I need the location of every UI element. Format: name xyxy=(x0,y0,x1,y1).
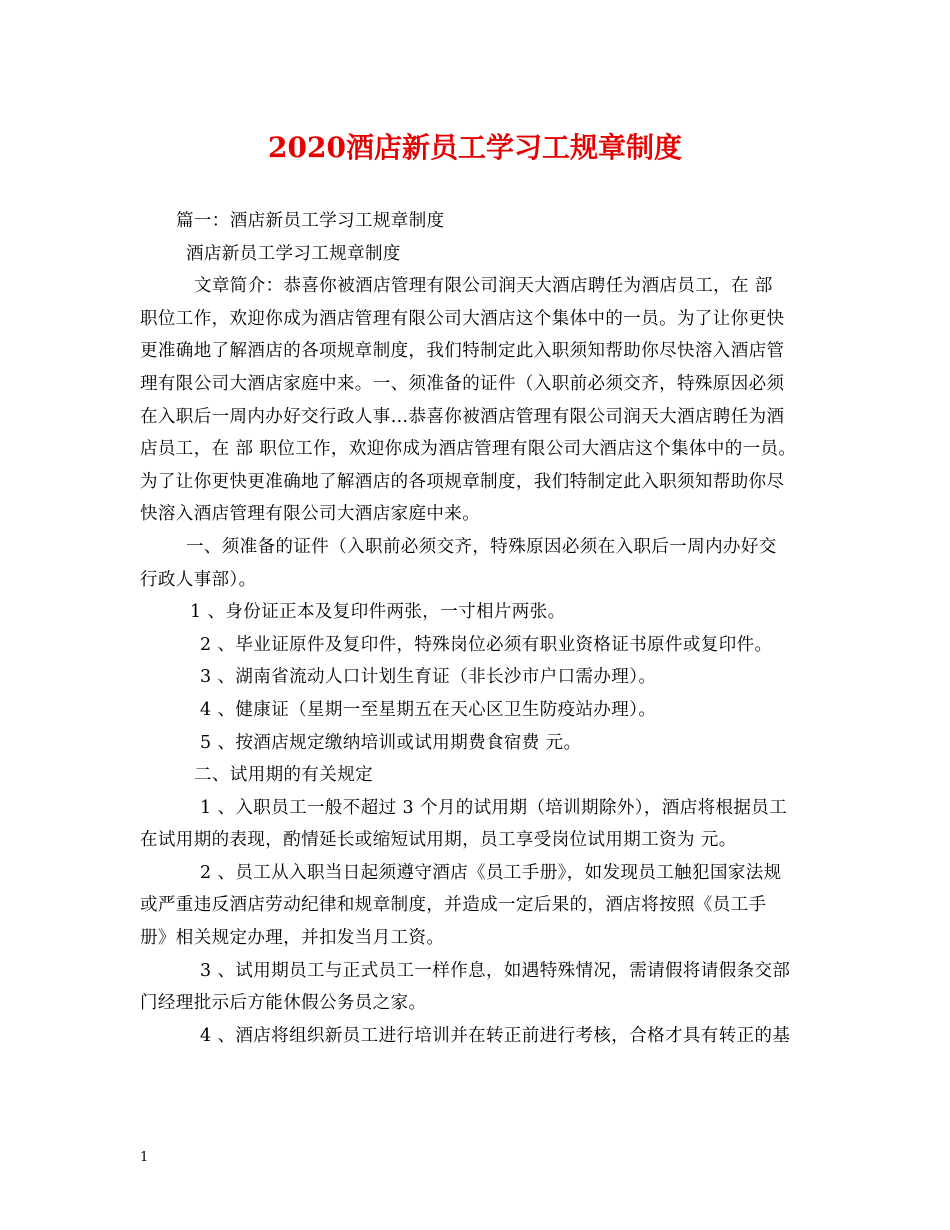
text-line: 2 、员工从入职当日起须遵守酒店《员工手册》，如发现员工触犯国家法规 xyxy=(200,862,782,883)
text-line: 酒店新员工学习工规章制度 xyxy=(186,243,401,264)
text-line: 行政人事部）。 xyxy=(140,569,257,590)
text-line: 1 、入职员工一般不超过 3 个月的试用期（培训期除外），酒店将根据员工 xyxy=(200,797,788,818)
document-body xyxy=(140,205,818,1052)
text-line: 一、须准备的证件（入职前必须交齐，特殊原因必须在入职后一周内办好交 xyxy=(186,536,777,557)
text-line: 4 、健康证（星期一至星期五在天心区卫生防疫站办理）。 xyxy=(200,699,657,720)
text-line: 1 、身份证正本及复印件两张，一寸相片两张。 xyxy=(190,602,566,623)
text-line: 3 、湖南省流动人口计划生育证（非长沙市户口需办理）。 xyxy=(200,667,657,688)
text-line: 5 、按酒店规定缴纳培训或试用期费食宿费 元。 xyxy=(200,732,582,753)
text-line: 更准确地了解酒店的各项规章制度，我们特制定此入职须知帮助你尽快溶入酒店管 xyxy=(140,341,785,362)
text-line: 3 、试用期员工与正式员工一样作息，如遇特殊情况，需请假将请假条交部 xyxy=(200,960,791,981)
text-line: 店员工，在 部 职位工作，欢迎你成为酒店管理有限公司大酒店这个集体中的一员。 xyxy=(140,439,797,460)
text-line: 职位工作，欢迎你成为酒店管理有限公司大酒店这个集体中的一员。为了让你更快 xyxy=(140,308,785,329)
text-line: 为了让你更快更准确地了解酒店的各项规章制度，我们特制定此入职须知帮助你尽 xyxy=(140,471,785,492)
text-line: 文章简介：恭喜你被酒店管理有限公司润天大酒店聘任为酒店员工，在 部 xyxy=(194,276,773,297)
text-line: 或严重违反酒店劳动纪律和规章制度，并造成一定后果的，酒店将按照《员工手 xyxy=(140,895,767,916)
text-line: 2 、毕业证原件及复印件，特殊岗位必须有职业资格证书原件或复印件。 xyxy=(200,634,773,655)
text-line: 门经理批示后方能休假公务员之家。 xyxy=(140,993,427,1014)
text-line: 册》相关规定办理，并扣发当月工资。 xyxy=(140,928,445,949)
text-line: 快溶入酒店管理有限公司大酒店家庭中来。 xyxy=(140,504,481,525)
text-line: 在入职后一周内办好交行政人事…恭喜你被酒店管理有限公司润天大酒店聘任为酒 xyxy=(140,406,785,427)
text-line: 4 、酒店将组织新员工进行培训并在转正前进行考核，合格才具有转正的基 xyxy=(200,1025,791,1046)
text-line: 篇一：酒店新员工学习工规章制度 xyxy=(176,211,445,231)
text-line: 在试用期的表现，酌情延长或缩短试用期，员工享受岗位试用期工资为 元。 xyxy=(140,830,737,851)
text-line: 理有限公司大酒店家庭中来。一、须准备的证件（入职前必须交齐，特殊原因必须 xyxy=(140,373,785,394)
text-line: 二、试用期的有关规定 xyxy=(194,765,373,786)
page-title: 2020酒店新员工学习工规章制度 xyxy=(268,131,682,164)
page-number: 1 xyxy=(140,1150,149,1165)
